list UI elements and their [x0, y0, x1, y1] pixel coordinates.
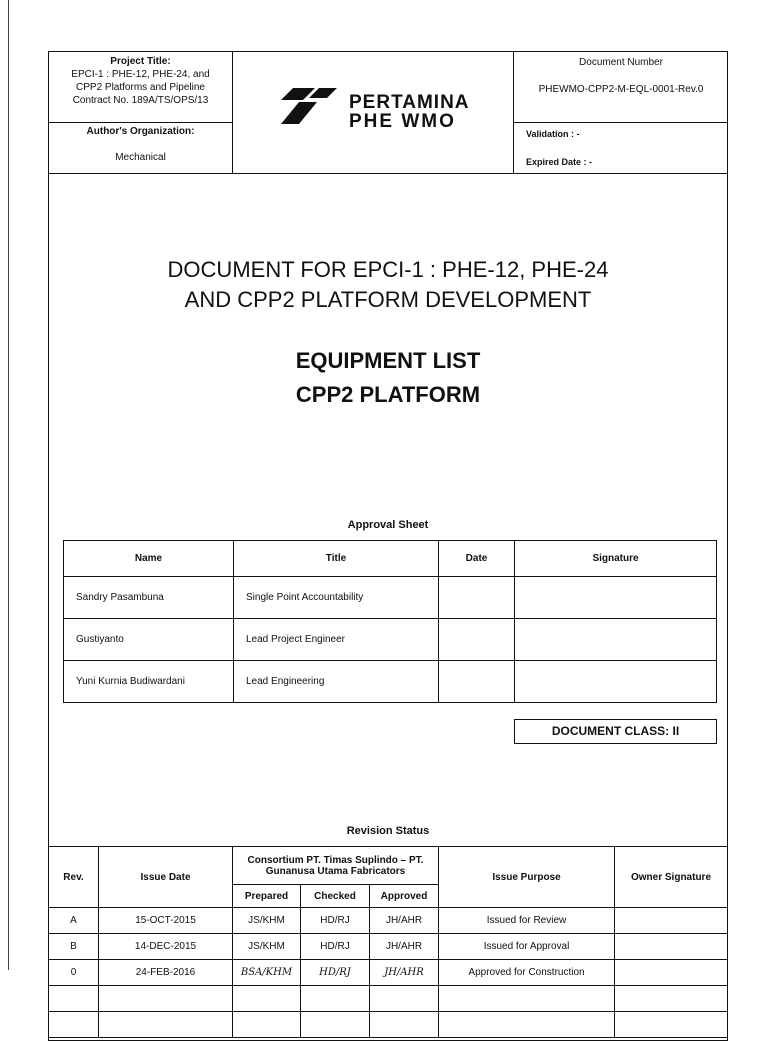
title-line: DOCUMENT FOR EPCI-1 : PHE-12, PHE-24 [167, 257, 609, 282]
col-header-rev: Rev. [49, 847, 99, 908]
approver-name: Gustiyanto [64, 619, 234, 661]
revision-row [49, 960, 728, 986]
revision-header-row [49, 847, 728, 885]
col-header: Name [64, 541, 234, 577]
project-title-line: Contract No. 189A/TS/OPS/13 [72, 95, 209, 106]
document-class-box: DOCUMENT CLASS: II [514, 719, 717, 744]
approval-date [439, 619, 515, 661]
logo-wordmark [349, 93, 470, 131]
approval-header-row [64, 541, 717, 577]
empty-cell [301, 1012, 370, 1038]
empty-cell [615, 1012, 728, 1038]
empty-cell [370, 986, 439, 1012]
document-header [49, 52, 727, 174]
title-line: AND CPP2 PLATFORM DEVELOPMENT [184, 287, 592, 312]
approval-table [63, 540, 717, 703]
rev-cell: 0 [49, 960, 99, 986]
col-header-consortium: Consortium PT. Timas Suplindo – PT. Gunanusa Utama Fabricators [233, 847, 439, 885]
owner-signature-cell [615, 960, 728, 986]
revision-row-empty [49, 986, 728, 1012]
author-org-value: Mechanical [115, 152, 166, 163]
validation-block [514, 123, 728, 179]
col-header: Date [439, 541, 515, 577]
empty-cell [49, 1012, 99, 1038]
validation-label: Validation : - [526, 129, 580, 139]
empty-cell [99, 1012, 233, 1038]
approval-signature [515, 661, 717, 703]
document-number-value: PHEWMO-CPP2-M-EQL-0001-Rev.0 [538, 84, 704, 95]
logo-subtitle: PHE WMO [349, 111, 456, 132]
project-title-block [49, 52, 232, 123]
col-header-issue-date: Issue Date [99, 847, 233, 908]
col-header-issue-purpose: Issue Purpose [439, 847, 615, 908]
empty-cell [233, 986, 301, 1012]
empty-cell [370, 1012, 439, 1038]
left-margin-rule [8, 0, 9, 970]
issue-date-cell: 15-OCT-2015 [99, 908, 233, 934]
document-page [48, 51, 728, 1041]
approval-date [439, 661, 515, 703]
header-left-cell [49, 52, 233, 173]
project-title-label: Project Title: [110, 56, 171, 67]
approver-title: Single Point Accountability [234, 577, 439, 619]
revision-row-empty [49, 1012, 728, 1038]
empty-cell [99, 986, 233, 1012]
document-main-title [49, 255, 727, 315]
approved-cell: JH/AHR [370, 908, 439, 934]
col-header-owner-signature: Owner Signature [615, 847, 728, 908]
approval-sheet-label: Approval Sheet [347, 519, 429, 531]
document-number-block [514, 52, 728, 123]
header-logo-cell [233, 52, 513, 173]
header-right-cell [513, 52, 728, 173]
approved-cell: JH/AHR [370, 934, 439, 960]
rev-cell: B [49, 934, 99, 960]
approval-signature [515, 619, 717, 661]
author-org-label: Author's Organization: [86, 126, 195, 137]
project-title-line: CPP2 Platforms and Pipeline [76, 82, 205, 93]
approval-row [64, 619, 717, 661]
revision-row [49, 908, 728, 934]
approval-row [64, 577, 717, 619]
rev-cell: A [49, 908, 99, 934]
prepared-cell: JS/KHM [233, 908, 301, 934]
title-line: CPP2 PLATFORM [295, 382, 481, 407]
col-header-approved: Approved [370, 885, 439, 908]
issue-date-cell: 24-FEB-2016 [99, 960, 233, 986]
revision-table [48, 846, 728, 1038]
approval-date [439, 577, 515, 619]
approval-row [64, 661, 717, 703]
empty-cell [615, 986, 728, 1012]
checked-cell: HD/RJ [301, 934, 370, 960]
approver-title: Lead Engineering [234, 661, 439, 703]
empty-cell [439, 1012, 615, 1038]
prepared-cell: JS/KHM [233, 934, 301, 960]
empty-cell [439, 986, 615, 1012]
col-header: Signature [515, 541, 717, 577]
title-line: EQUIPMENT LIST [295, 348, 481, 373]
revision-status-label: Revision Status [346, 825, 430, 837]
checked-cell: HD/RJ [301, 960, 370, 986]
owner-signature-cell [615, 934, 728, 960]
empty-cell [233, 1012, 301, 1038]
document-number-label: Document Number [579, 57, 663, 68]
empty-cell [49, 986, 99, 1012]
author-org-block [49, 123, 232, 163]
empty-cell [301, 986, 370, 1012]
issue-purpose-cell: Approved for Construction [439, 960, 615, 986]
pertamina-logo [271, 82, 491, 132]
revision-row [49, 934, 728, 960]
approver-name: Yuni Kurnia Budiwardani [64, 661, 234, 703]
issue-date-cell: 14-DEC-2015 [99, 934, 233, 960]
project-title-line: EPCI-1 : PHE-12, PHE-24, and [71, 69, 210, 80]
approved-cell: JH/AHR [370, 960, 439, 986]
approver-name: Sandry Pasambuna [64, 577, 234, 619]
prepared-cell: BSA/KHM [233, 960, 301, 986]
approver-title: Lead Project Engineer [234, 619, 439, 661]
logo-name: PERTAMINA [349, 92, 470, 113]
col-header-prepared: Prepared [233, 885, 301, 908]
expired-date-label: Expired Date : - [526, 157, 593, 167]
document-subject-title [49, 344, 727, 412]
issue-purpose-cell: Issued for Review [439, 908, 615, 934]
pertamina-arrow-icon [271, 84, 341, 128]
owner-signature-cell [615, 908, 728, 934]
checked-cell: HD/RJ [301, 908, 370, 934]
col-header: Title [234, 541, 439, 577]
issue-purpose-cell: Issued for Approval [439, 934, 615, 960]
approval-signature [515, 577, 717, 619]
col-header-checked: Checked [301, 885, 370, 908]
